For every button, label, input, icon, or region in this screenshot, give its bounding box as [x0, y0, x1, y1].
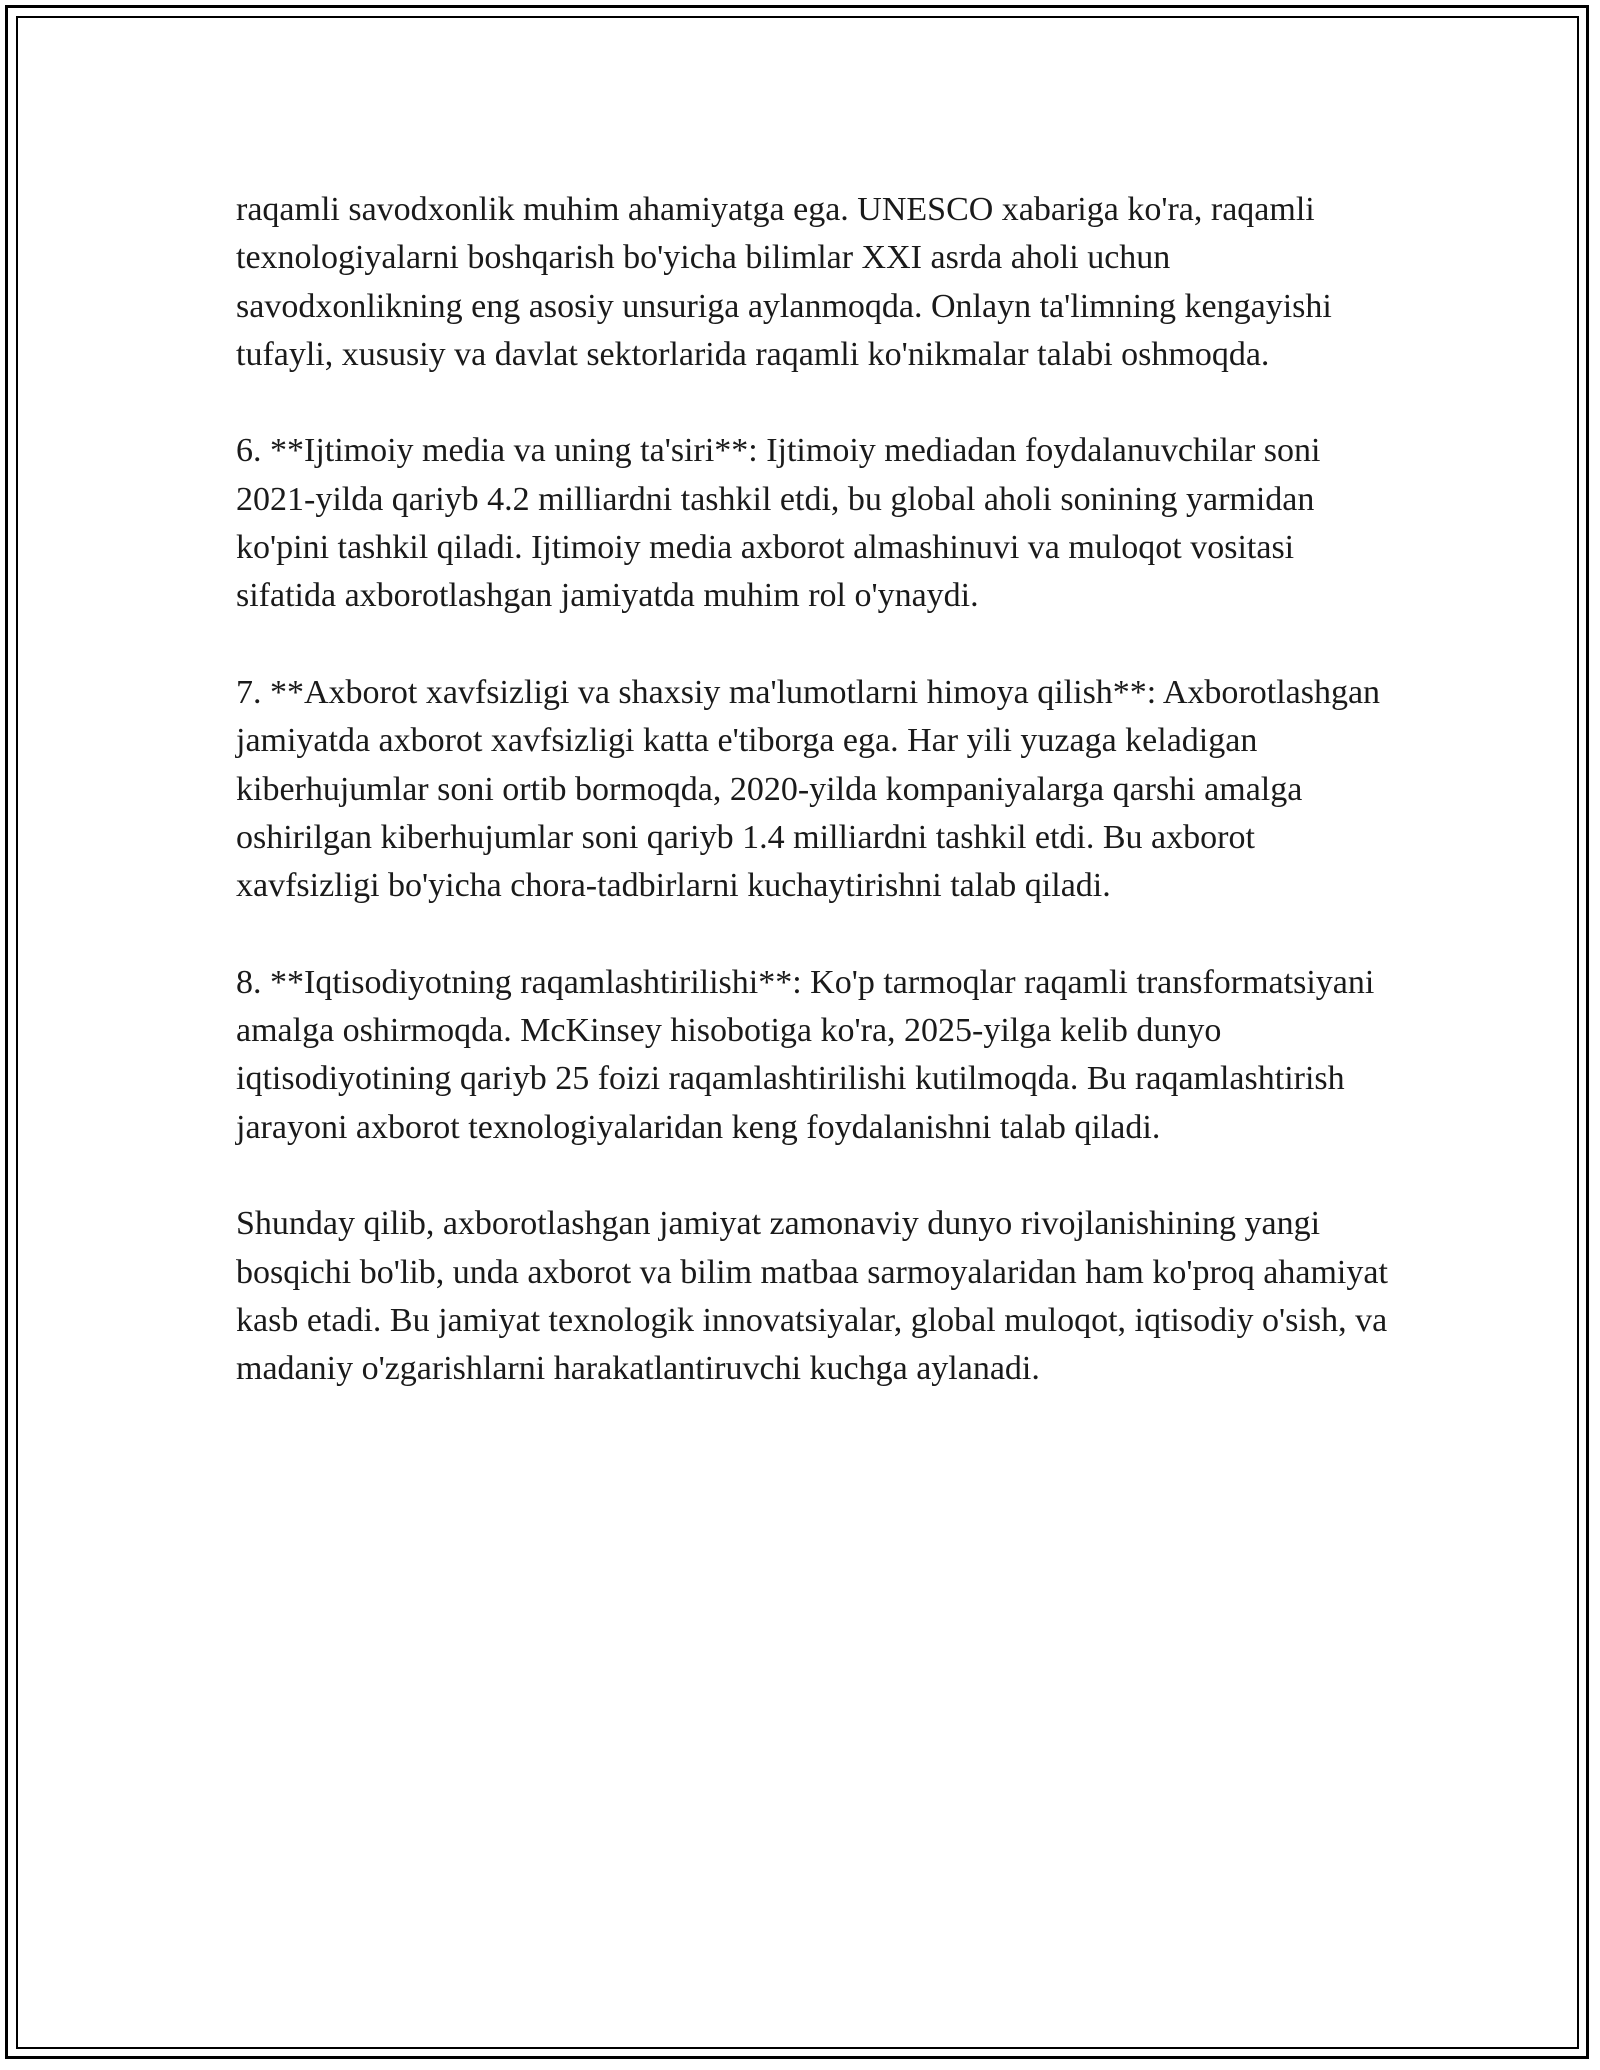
- document-body: [236, 186, 1396, 1393]
- paragraph-digital-literacy: raqamli savodxonlik muhim ahamiyatga ega. UNESCO xabariga ko'ra, raqamli texnologiyalarni boshqarish bo'yicha bilimlar XXI asrda aholi uchun savodxonlikning eng asosiy unsuriga aylanmoqda. Onlayn ta'limning kengayishi tufayli, xususiy va davlat sektorlarida raqamli ko'nikmalar talabi oshmoqda.: [236, 191, 1332, 373]
- paragraph-social-media: 6. **Ijtimoiy media va uning ta'siri**: Ijtimoiy mediadan foydalanuvchilar soni 2021-yilda qariyb 4.2 milliardni tashkil etdi, bu global aholi sonining yarmidan ko'pini tashkil qiladi. Ijtimoiy media axborot almashinuvi va muloqot vositasi sifatida axborotlashgan jamiyatda muhim rol o'ynaydi.: [236, 432, 1321, 615]
- paragraph-conclusion: Shunday qilib, axborotlashgan jamiyat zamonaviy dunyo rivojlanishining yangi bosqichi bo'lib, unda axborot va bilim matbaa sarmoyalaridan ham ko'proq ahamiyat kasb etadi. Bu jamiyat texnologik innovatsiyalar, global muloqot, iqtisodiy o'sish, va madaniy o'zgarishlarni harakatlantiruvchi kuchga aylanadi.: [236, 1205, 1388, 1388]
- paragraph-economy-digitalization: 8. **Iqtisodiyotning raqamlashtirilishi**: Ko'p tarmoqlar raqamli transformatsiyani amalga oshirmoqda. McKinsey hisobotiga ko'ra, 2025-yilga kelib dunyo iqtisodiyotining qariyb 25 foizi raqamlashtirilishi kutilmoqda. Bu raqamlashtirish jarayoni axborot texnologiyalaridan keng foydalanishni talab qiladi.: [236, 963, 1375, 1146]
- paragraph-information-security: 7. **Axborot xavfsizligi va shaxsiy ma'lumotlarni himoya qilish**: Axborotlashgan jamiyatda axborot xavfsizligi katta e'tiborga ega. Har yili yuzaga keladigan kiberhujumlar soni ortib bormoqda, 2020-yilda kompaniyalarga qarshi amalga oshirilgan kiberhujumlar soni qariyb 1.4 milliardni tashkil etdi. Bu axborot xavfsizligi bo'yicha chora-tadbirlarni kuchaytirishni talab qiladi.: [236, 673, 1381, 905]
